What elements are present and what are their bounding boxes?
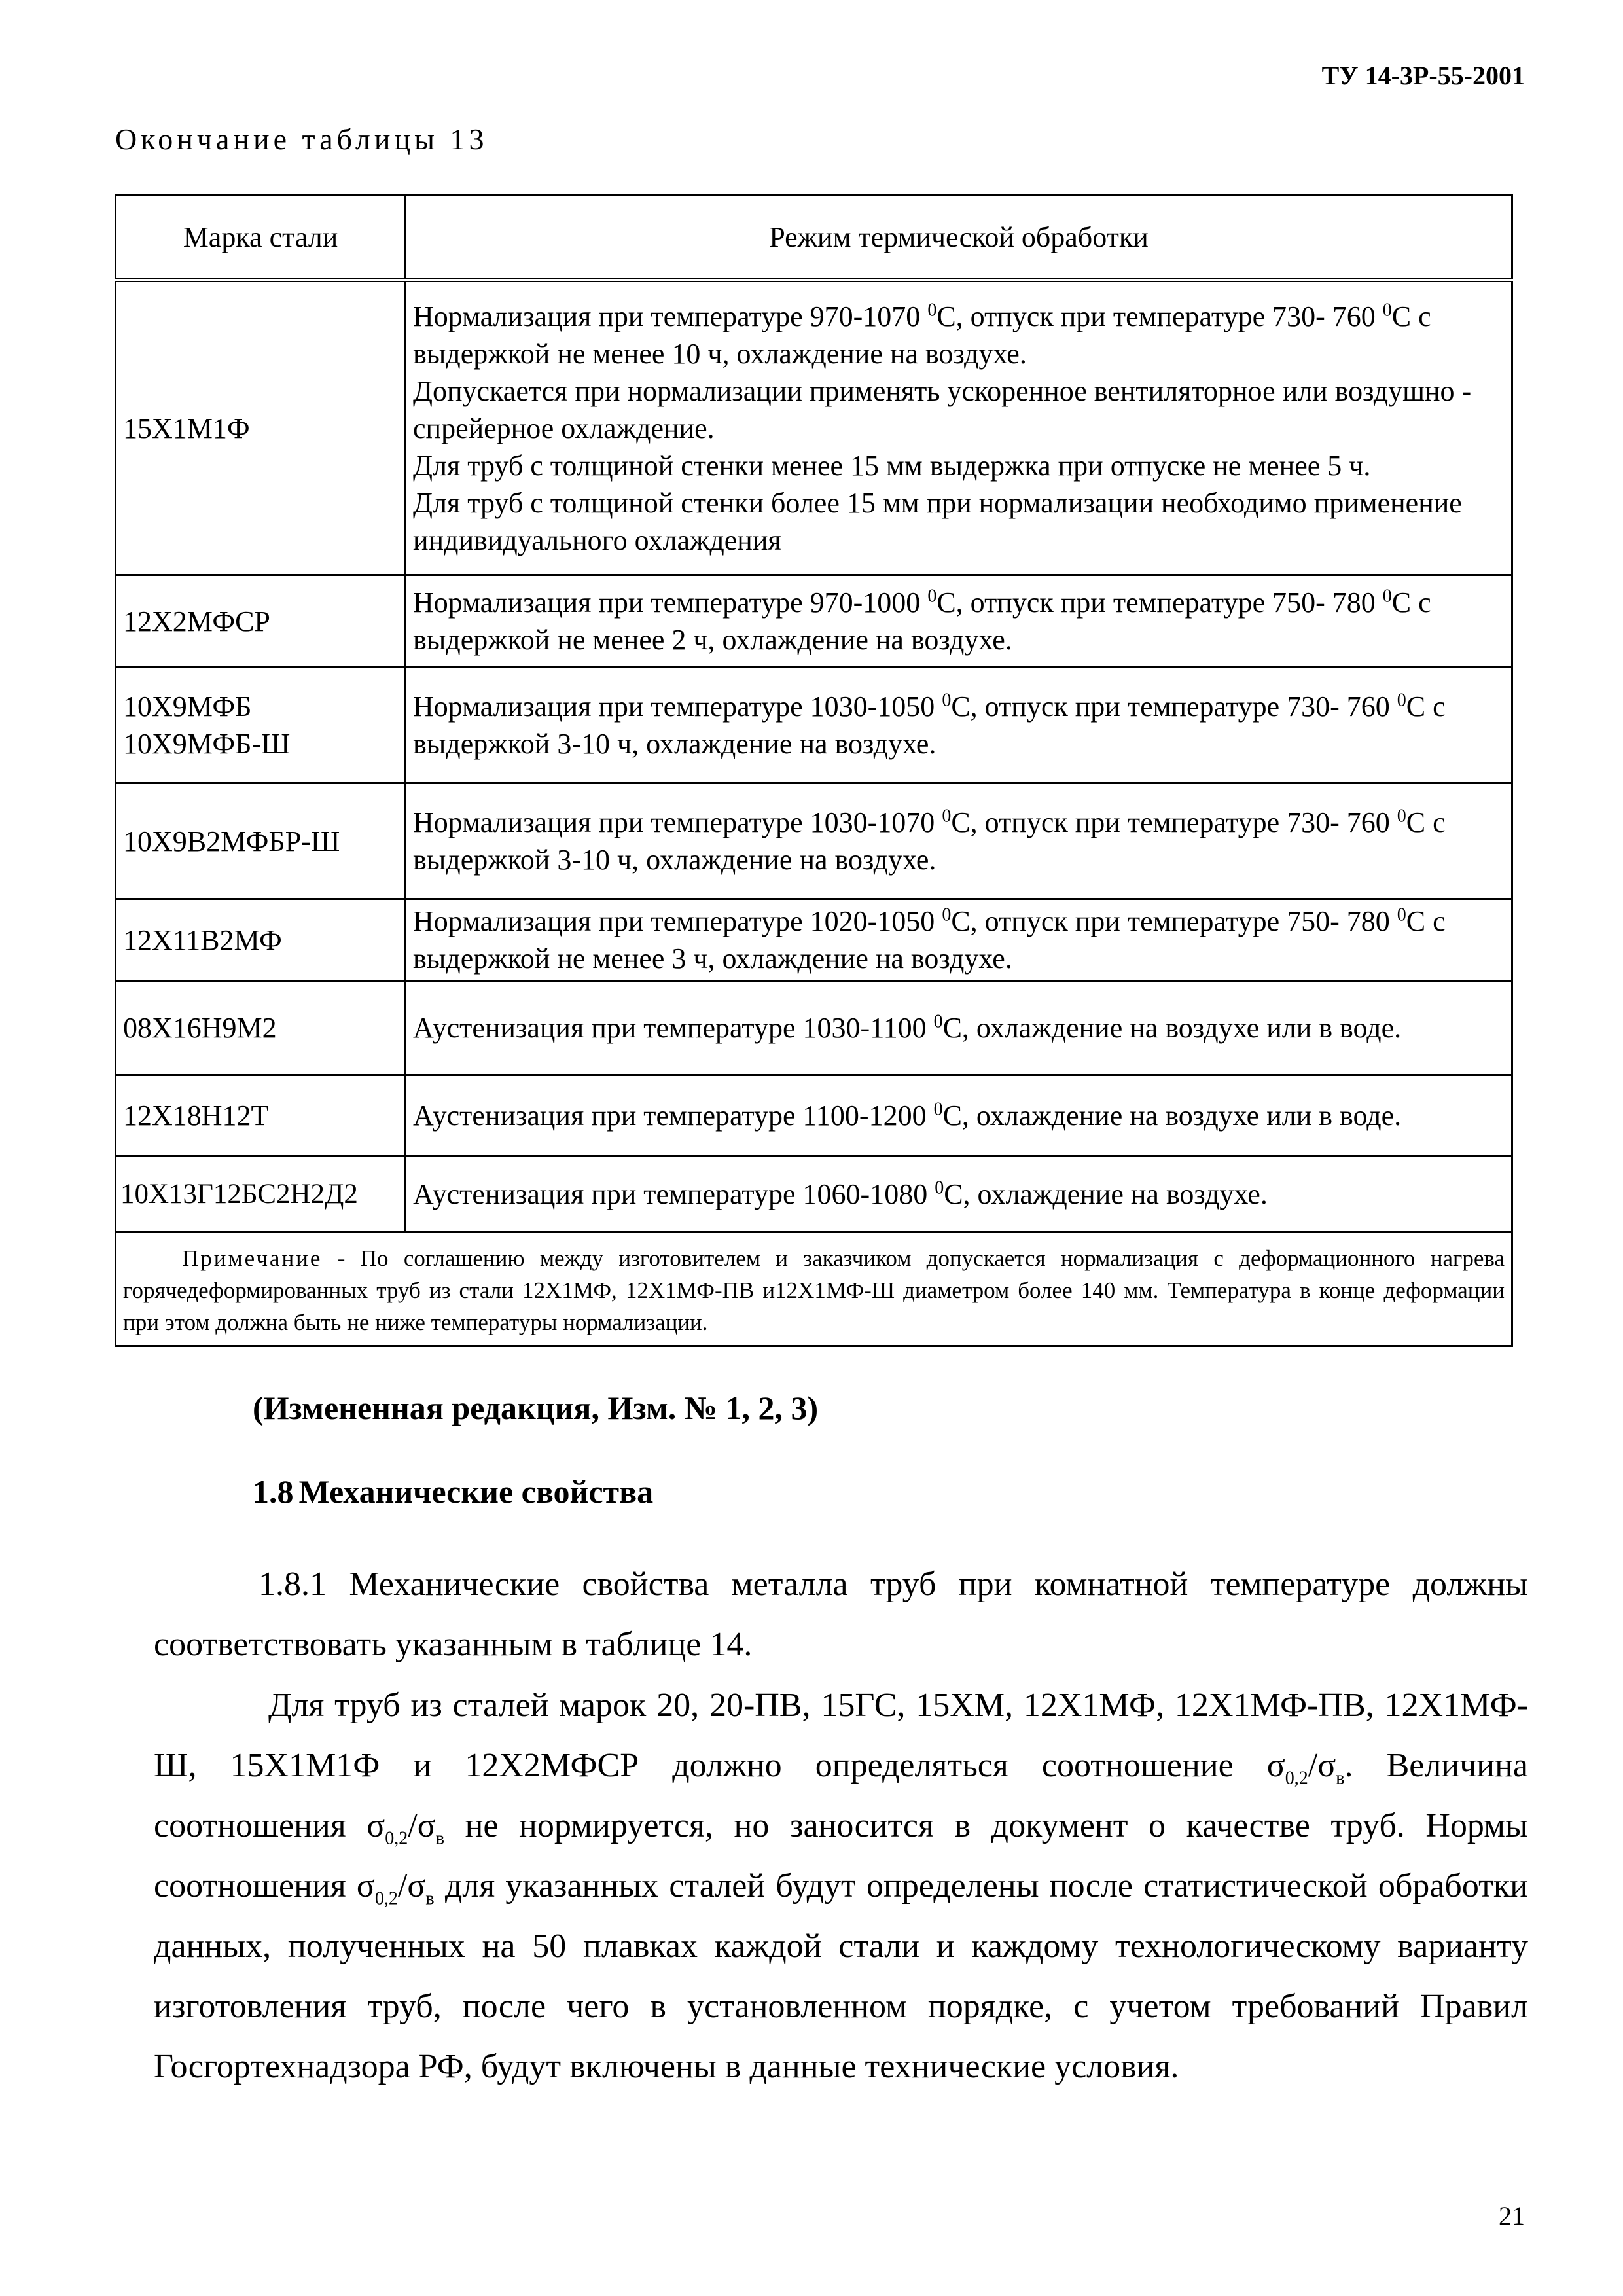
table-row — [116, 783, 1512, 899]
treatment-cell: Нормализация при температуре 1030-1050 $^0$С, отпуск при температуре 730- 760 $^0$С с выдержкой 3-10 ч, охлаждение на воздухе. — [406, 668, 1512, 783]
table-row — [116, 981, 1512, 1075]
steel-grade-cell: 12Х18Н12Т — [116, 1075, 406, 1157]
revision-note: (Измененная редакция, Изм. № 1, 2, 3) — [253, 1390, 819, 1426]
document-code: ТУ 14-3Р-55-2001 — [1321, 61, 1525, 90]
paragraph-ratio: Для труб из сталей марок 20, 20-ПВ, 15ГС, 15ХМ, 12Х1МФ, 12Х1МФ-ПВ, 12Х1МФ-Ш, 15Х1М1Ф и 12Х2МФСР должно определяться соотношение $\sigma_{0,2}/\sigma_в$. Величина соотношения $\sigma_{0,2}/\sigma_в$ не нормируется, но заносится в документ о качестве труб. Нормы соотношения $\sigma_{0,2}/\sigma_в$ для указанных сталей будут определены после статистической обработки данных, полученных на 50 плавках каждой стали и каждому технологическому варианту изготовления труб, после чего в установленном порядке, с учетом требований Правил Госгортехнадзора РФ, будут включены в данные технические условия. — [154, 1687, 1528, 2085]
table-row — [116, 899, 1512, 981]
steel-grade-cell: 12Х11В2МФ — [116, 899, 406, 981]
treatment-cell: Аустенизация при температуре 1030-1100 $^0$С, охлаждение на воздухе или в воде. — [406, 981, 1512, 1075]
table-caption: Окончание таблицы 13 — [115, 122, 488, 156]
steel-grade-cell: 10Х9В2МФБР-Ш — [116, 783, 406, 899]
page-number: 21 — [1499, 2201, 1525, 2231]
paragraph-1-8-1: 1.8.1 Механические свойства металла труб при комнатной температуре должны соответствовать указанным в таблице 14. — [154, 1566, 1528, 1663]
table-note-row — [116, 1232, 1512, 1346]
steel-grade-cell: 10Х9МФБ 10Х9МФБ-Ш — [116, 668, 406, 783]
note-label: Примечание — [182, 1246, 323, 1271]
header-heat-treatment: Режим термической обработки — [406, 196, 1512, 280]
note-text: - По соглашению между изготовителем и заказчиком допускается нормализация с деформационного нагрева горячедеформированных труб из стали 12Х1МФ, 12Х1МФ-ПВ и12Х1МФ-Ш диаметром более 140 мм. Температура в конце деформации при этом должна быть не ниже температуры нормализации. — [123, 1246, 1505, 1335]
treatment-cell: Нормализация при температуре 1020-1050 $^0$С, отпуск при температуре 750- 780 $^0$С с выдержкой не менее 3 ч, охлаждение на воздухе. — [406, 899, 1512, 981]
treatment-cell: Нормализация при температуре 970-1070 $^0$С, отпуск при температуре 730- 760 $^0$С с выдержкой не менее 10 ч, охлаждение на воздухе. Допускается при нормализации применять ускоренное вентиляторное или воздушно - спрейерное охлаждение. Для труб с толщиной стенки менее 15 мм выдержка при отпуске не менее 5 ч. Для труб с толщиной стенки более 15 мм при нормализации необходимо применение индивидуального охлаждения — [406, 280, 1512, 575]
steel-grade-cell: 12Х2МФСР — [116, 575, 406, 668]
treatment-cell: Аустенизация при температуре 1060-1080 $^0$С, охлаждение на воздухе. — [406, 1157, 1512, 1232]
treatment-cell: Нормализация при температуре 1030-1070 $^0$С, отпуск при температуре 730- 760 $^0$С с выдержкой 3-10 ч, охлаждение на воздухе. — [406, 783, 1512, 899]
table-row — [116, 280, 1512, 575]
section-number: 1.8 — [253, 1473, 294, 1510]
header-steel-grade: Марка стали — [116, 196, 406, 280]
table-row — [116, 1157, 1512, 1232]
steel-grade-cell: 10Х13Г12БС2Н2Д2 — [116, 1157, 406, 1232]
steel-grade-cell: 15Х1М1Ф — [116, 280, 406, 575]
treatment-cell: Нормализация при температуре 970-1000 $^0$С, отпуск при температуре 750- 780 $^0$С с выдержкой не менее 2 ч, охлаждение на воздухе. — [406, 575, 1512, 668]
heat-treatment-table — [115, 194, 1513, 1347]
table-row — [116, 1075, 1512, 1157]
table-note — [116, 1232, 1512, 1346]
section-heading — [253, 1473, 653, 1511]
section-title: Механические свойства — [298, 1473, 654, 1510]
table-header-row — [116, 196, 1512, 280]
steel-grade-cell: 08Х16Н9М2 — [116, 981, 406, 1075]
treatment-cell: Аустенизация при температуре 1100-1200 $^0$С, охлаждение на воздухе или в воде. — [406, 1075, 1512, 1157]
table-row — [116, 668, 1512, 783]
table-row — [116, 575, 1512, 668]
